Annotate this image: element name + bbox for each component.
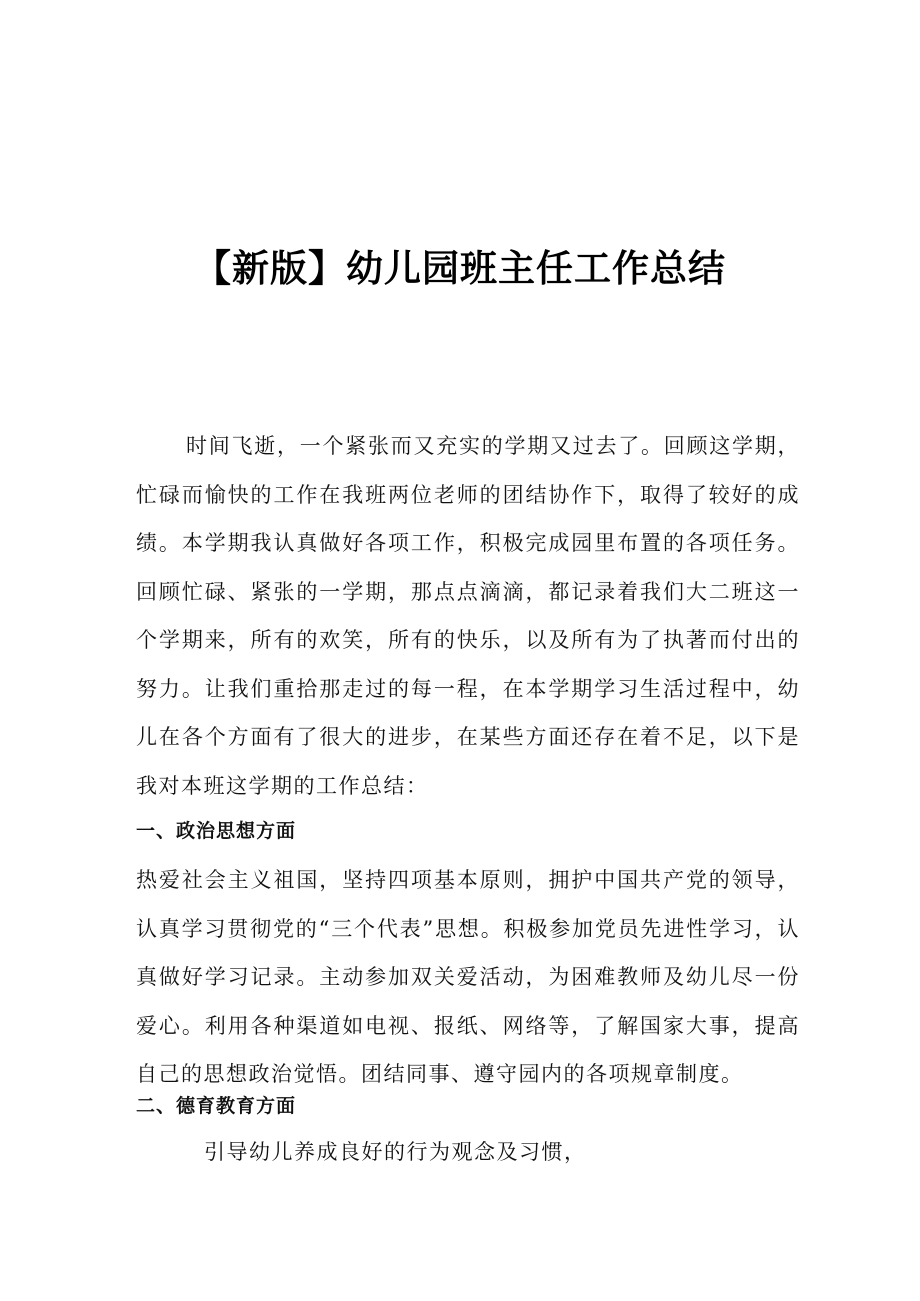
intro-paragraph: 时间飞逝，一个紧张而又充实的学期又过去了。回顾这学期，忙碌而愉快的工作在我班两位老师的团结协作下，取得了较好的成绩。本学期我认真做好各项工作，积极完成园里布置的各项任务。回顾忙碌、紧张的一学期，那点点滴滴，都记录着我们大二班这一个学期来，所有的欢笑，所有的快乐，以及所有为了执著而付出的努力。让我们重拾那走过的每一程，在本学期学习生活过程中，幼儿在各个方面有了很大的进步，在某些方面还存在着不足，以下是我对本班这学期的工作总结： [136,434,800,798]
section-paragraph-moral: 引导幼儿养成良好的行为观念及习惯， [204,1140,587,1164]
section-heading-political: 一、政治思想方面 [136,820,297,842]
section-paragraph-political: 热爱社会主义祖国，坚持四项基本原则，拥护中国共产党的领导，认真学习贯彻党的“三个代表”思想。积极参加党员先进性学习，认真做好学习记录。主动参加双关爱活动，为困难教师及幼儿尽一份爱心。利用各种渠道如电视、报纸、网络等，了解国家大事，提高自己的思想政治觉悟。团结同事、遵守园内的各项规章制度。 [136,868,800,1086]
section-heading-moral: 二、德育教育方面 [136,1095,297,1117]
page-title: 【新版】幼儿园班主任工作总结 [194,246,726,290]
